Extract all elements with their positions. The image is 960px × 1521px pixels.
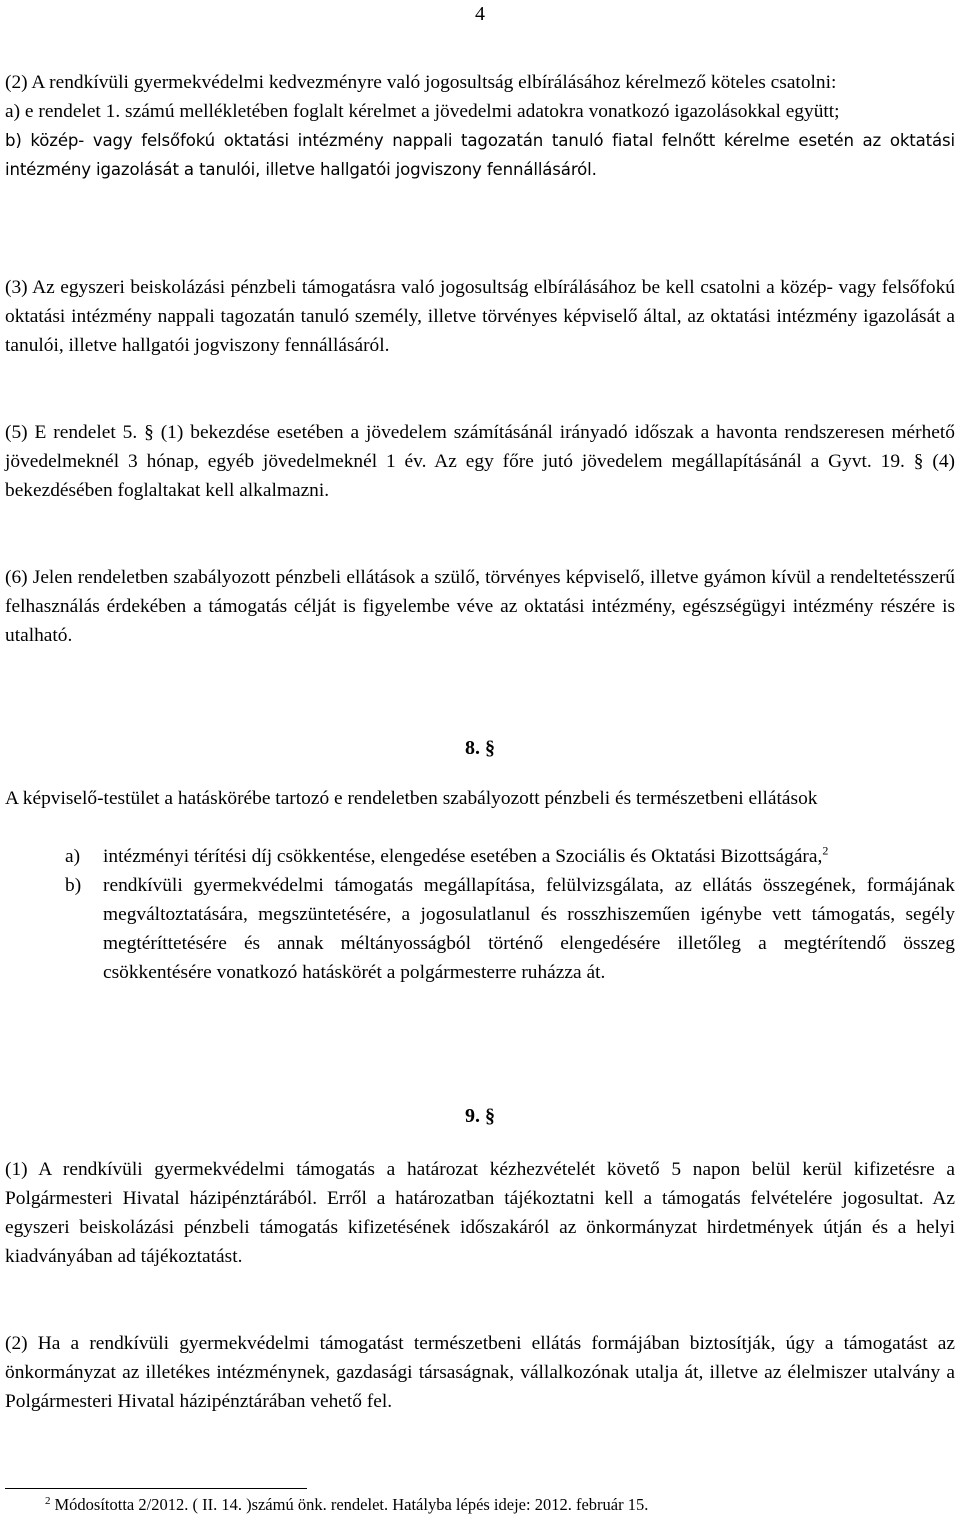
- paragraph-2: [5, 68, 955, 184]
- section-8-intro: [5, 784, 955, 813]
- paragraph-6-text: (6) Jelen rendeletben szabályozott pénzbeli ellátások a szülő, törvényes képviselő, illetve gyámon kívül a rendeltetésszerű felhasználás érdekében a támogatás célját is figyelembe véve az oktatási intézmény, egészségügyi intézmény részére is utalható.: [5, 567, 955, 646]
- footnote: [45, 1494, 648, 1516]
- paragraph-5: [5, 418, 955, 505]
- section-9-paragraph-1: [5, 1155, 955, 1271]
- section-8-item-b: [65, 871, 955, 987]
- section-8-item-a: [65, 842, 955, 871]
- list-item-text: [103, 842, 955, 871]
- paragraph-5-text: (5) E rendelet 5. § (1) bekezdése esetében a jövedelem számításánál irányadó időszak a havonta rendszeresen mérhető jövedelmeknél 3 hónap, egyéb jövedelmeknél 1 év. Az egy főre jutó jövedelem megállapításánál a Gyvt. 19. § (4) bekezdésében foglaltakat kell alkalmazni.: [5, 422, 955, 501]
- footnote-divider: [5, 1488, 307, 1489]
- paragraph-2-item-b: b) közép- vagy felsőfokú oktatási intézmény nappali tagozatán tanuló fiatal felnőtt kérelme esetén az oktatási intézmény igazolását a tanulói, illetve hallgatói jogviszony fennállásáról.: [5, 131, 955, 179]
- list-marker: a): [65, 846, 81, 867]
- section-9-paragraph-2-text: (2) Ha a rendkívüli gyermekvédelmi támogatást természetbeni ellátás formájában biztosítják, úgy a támogatást az önkormányzat az illetékes intézménynek, gazdasági társaságnak, vállalkozónak utalja át, illetve az élelmiszer utalvány a Polgármesteri Hivatal házipénztárában vehető fel.: [5, 1333, 955, 1412]
- paragraph-3: [5, 273, 955, 360]
- paragraph-6: [5, 563, 955, 650]
- list-item-text: rendkívüli gyermekvédelmi támogatás megállapítása, felülvizsgálata, az ellátás összegének, formájának megváltoztatására, megszüntetésére, a jogosulatlanul és rosszhiszeműen igénybe vett támogatás, segély megtéríttetésére és annak méltányosságból történő elengedésére illetőleg a megtérítendő összeg csökkentésére vonatkozó hatáskörét a polgármesterre ruházza át.: [103, 875, 955, 983]
- paragraph-2-intro: (2) A rendkívüli gyermekvédelmi kedvezményre való jogosultság elbírálásához kérelmező köteles csatolni:: [5, 72, 837, 93]
- paragraph-2-item-a: a) e rendelet 1. számú mellékletében foglalt kérelmet a jövedelmi adatokra vonatkozó igazolásokkal együtt;: [5, 101, 840, 122]
- section-8-intro-text: A képviselő-testület a hatáskörébe tartozó e rendeletben szabályozott pénzbeli és természetbeni ellátások: [5, 788, 818, 809]
- footnote-text: Módosította 2/2012. ( II. 14. )számú önk. rendelet. Hatályba lépés ideje: 2012. február 15.: [54, 1495, 649, 1514]
- section-9-paragraph-2: [5, 1329, 955, 1416]
- section-8-list: [65, 842, 955, 987]
- footnote-marker: 2: [45, 1494, 51, 1507]
- section-9-title: 9. §: [465, 1105, 495, 1127]
- list-marker: b): [65, 875, 82, 896]
- section-9-paragraph-1-text: (1) A rendkívüli gyermekvédelmi támogatás a határozat kézhezvételét követő 5 napon belül kerül kifizetésre a Polgármesteri Hivatal házipénztárából. Erről a határozatban tájékoztatni kell a támogatás felvételére jogosultat. Az egyszeri beiskolázási pénzbeli támogatás kifizetésének időszakáról az önkormányzat hirdetmények útján és a helyi kiadványában ad tájékoztatást.: [5, 1159, 955, 1267]
- page-number: 4: [475, 3, 485, 25]
- footnote-ref[interactable]: 2: [822, 843, 829, 858]
- item-a-text: intézményi térítési díj csökkentése, elengedése esetében a Szociális és Oktatási Bizottságára,: [103, 846, 823, 867]
- paragraph-3-text: (3) Az egyszeri beiskolázási pénzbeli támogatásra való jogosultság elbírálásához be kell csatolni a közép- vagy felsőfokú oktatási intézmény nappali tagozatán tanuló személy, illetve törvényes képviselő által, az oktatási intézmény igazolását a tanulói, illetve hallgatói jogviszony fennállásáról.: [5, 277, 955, 356]
- section-8-title: 8. §: [465, 737, 495, 759]
